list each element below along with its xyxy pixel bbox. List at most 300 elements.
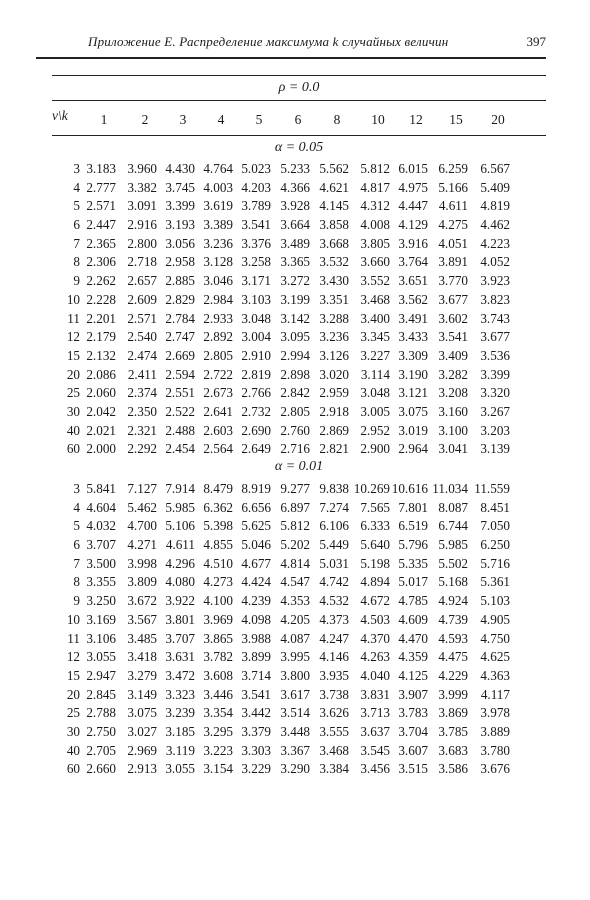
row-nu-label: 12: [66, 649, 80, 665]
table-cell: 4.611: [165, 537, 195, 553]
table-cell: 3.707: [86, 537, 116, 553]
table-row: [56, 555, 546, 574]
table-cell: 5.198: [360, 555, 390, 571]
table-cell: 11.559: [474, 481, 510, 496]
table-cell: 5.106: [165, 518, 195, 534]
table-cell: 3.683: [438, 742, 468, 758]
table-cell: 2.228: [86, 291, 116, 307]
table-cell: 3.664: [280, 217, 310, 233]
table-cell: 3.048: [241, 310, 271, 326]
table-cell: 4.271: [127, 537, 157, 553]
table-cell: 4.470: [398, 630, 428, 646]
table-cell: 4.475: [438, 649, 468, 665]
table-cell: 3.617: [280, 686, 310, 702]
table-cell: 6.744: [438, 518, 468, 534]
table-cell: 3.203: [480, 422, 510, 438]
table-row: [56, 440, 546, 459]
table-top-rule: [52, 75, 546, 76]
column-header-k: 1: [100, 112, 108, 127]
table-cell: 3.095: [280, 329, 310, 345]
table-cell: 3.091: [127, 198, 157, 214]
table-cell: 4.462: [480, 217, 510, 233]
table-cell: 3.126: [319, 347, 349, 363]
table-cell: 5.985: [165, 499, 195, 515]
table-cell: 5.233: [280, 161, 310, 176]
table-cell: 2.916: [127, 217, 157, 233]
table-cell: 3.185: [165, 723, 195, 739]
table-cell: 2.564: [203, 441, 233, 457]
row-nu-label: 10: [66, 291, 80, 307]
table-row: [56, 517, 546, 536]
table-cell: 3.400: [360, 310, 390, 326]
table-cell: 2.722: [203, 366, 233, 382]
table-cell: 2.649: [241, 441, 271, 457]
column-header-row: [52, 108, 546, 130]
table-cell: 7.565: [360, 499, 390, 515]
table-cell: 2.201: [86, 310, 116, 326]
table-cell: 3.303: [241, 742, 271, 758]
row-nu-label: 40: [66, 742, 80, 758]
column-header-k: 3: [179, 112, 187, 127]
table-cell: 4.205: [280, 611, 310, 627]
table-cell: 4.008: [360, 217, 390, 233]
column-header-k: 15: [449, 112, 463, 127]
table-cell: 2.350: [127, 403, 157, 419]
table-cell: 3.789: [241, 198, 271, 214]
table-cell: 3.399: [165, 198, 195, 214]
table-cell: 3.020: [319, 366, 349, 382]
table-cell: 3.988: [241, 630, 271, 646]
table-cell: 3.619: [203, 198, 233, 214]
table-cell: 2.673: [203, 385, 233, 401]
table-cell: 4.924: [438, 593, 468, 609]
table-cell: 3.236: [319, 329, 349, 345]
row-nu-label: 4: [73, 499, 80, 515]
table-cell: 4.366: [280, 179, 310, 195]
table-cell: 3.676: [480, 761, 510, 777]
table-cell: 3.472: [165, 667, 195, 683]
table-cell: 3.272: [280, 273, 310, 289]
table-cell: 2.540: [127, 329, 157, 345]
table-cell: 2.900: [360, 441, 390, 457]
table-cell: 3.154: [203, 761, 233, 777]
row-nu-label: 6: [73, 217, 80, 233]
table-cell: 2.910: [241, 347, 271, 363]
table-cell: 3.384: [319, 761, 349, 777]
table-cell: 4.604: [86, 499, 116, 515]
table-cell: 3.707: [165, 630, 195, 646]
table-cell: 3.536: [480, 347, 510, 363]
table-cell: 7.050: [480, 518, 510, 534]
table-cell: 4.700: [127, 518, 157, 534]
row-nu-label: 60: [66, 761, 80, 777]
table-cell: 3.367: [280, 742, 310, 758]
table-cell: 3.056: [165, 235, 195, 251]
table-cell: 5.168: [438, 574, 468, 590]
table-cell: 3.229: [241, 761, 271, 777]
row-nu-label: 5: [73, 198, 80, 214]
table-cell: 3.258: [241, 254, 271, 270]
table-cell: 2.641: [203, 403, 233, 419]
table-cell: 2.892: [203, 329, 233, 345]
table-cell: 4.275: [438, 217, 468, 233]
table-cell: 4.125: [398, 667, 428, 683]
table-cell: 4.975: [398, 179, 428, 195]
table-cell: 4.040: [360, 667, 390, 683]
table-cell: 3.485: [127, 630, 157, 646]
table-cell: 3.379: [241, 723, 271, 739]
table-cell: 3.142: [280, 310, 310, 326]
table-cell: 4.547: [280, 574, 310, 590]
table-cell: 5.017: [398, 574, 428, 590]
table-cell: 4.146: [319, 649, 349, 665]
column-header-k: 6: [294, 112, 302, 127]
table-cell: 4.814: [280, 555, 310, 571]
table-cell: 3.801: [165, 611, 195, 627]
row-nu-label: 12: [66, 329, 80, 345]
table-cell: 10.269: [353, 481, 390, 496]
row-nu-label: 11: [67, 310, 80, 326]
table-cell: 2.732: [241, 403, 271, 419]
table-cell: 2.958: [165, 254, 195, 270]
table-cell: 3.128: [203, 254, 233, 270]
table-cell: 2.594: [165, 366, 195, 382]
table-cell: 2.952: [360, 422, 390, 438]
row-nu-label: 5: [73, 518, 80, 534]
table-cell: 2.447: [86, 217, 116, 233]
table-cell: 4.032: [86, 518, 116, 534]
table-cell: 2.819: [241, 366, 271, 382]
table-cell: 3.928: [280, 198, 310, 214]
table-cell: 2.918: [319, 403, 349, 419]
row-nu-label: 4: [73, 179, 80, 195]
table-cell: 3.869: [438, 705, 468, 721]
table-cell: 3.907: [398, 686, 428, 702]
table-cell: 3.355: [86, 574, 116, 590]
table-block-alpha-001: [56, 480, 546, 779]
table-cell: 3.208: [438, 385, 468, 401]
table-cell: 3.456: [360, 761, 390, 777]
row-nu-label: 11: [67, 630, 80, 646]
row-nu-label: 30: [66, 403, 80, 419]
column-header-k: 2: [141, 112, 149, 127]
row-nu-label: 25: [66, 705, 80, 721]
table-cell: 3.320: [480, 385, 510, 401]
table-cell: 3.351: [319, 291, 349, 307]
table-cell: 2.869: [319, 422, 349, 438]
table-row: [56, 310, 546, 329]
table-cell: 3.106: [86, 630, 116, 646]
table-cell: 3.677: [438, 291, 468, 307]
row-nu-label: 9: [73, 593, 80, 609]
table-cell: 5.166: [438, 179, 468, 195]
table-row: [56, 366, 546, 385]
table-cell: 4.609: [398, 611, 428, 627]
table-row: [56, 480, 546, 499]
table-cell: 5.796: [398, 537, 428, 553]
table-row: [56, 328, 546, 347]
table-cell: 3.809: [127, 574, 157, 590]
row-nu-label: 30: [66, 723, 80, 739]
table-cell: 6.250: [480, 537, 510, 553]
table-cell: 4.764: [203, 161, 233, 176]
table-cell: 4.817: [360, 179, 390, 195]
table-cell: 2.750: [86, 723, 116, 739]
table-cell: 3.290: [280, 761, 310, 777]
table-cell: 5.502: [438, 555, 468, 571]
table-cell: 3.119: [165, 742, 195, 758]
table-cell: 2.788: [86, 705, 116, 721]
table-cell: 3.004: [241, 329, 271, 345]
table-cell: 5.031: [319, 555, 349, 571]
table-cell: 3.677: [480, 329, 510, 345]
table-cell: 5.046: [241, 537, 271, 553]
table-row: [56, 347, 546, 366]
table-cell: 3.805: [360, 235, 390, 251]
table-cell: 4.263: [360, 649, 390, 665]
table-row: [56, 536, 546, 555]
row-nu-label: 20: [66, 686, 80, 702]
table-cell: 2.947: [86, 667, 116, 683]
table-cell: 6.656: [241, 499, 271, 515]
table-cell: 3.651: [398, 273, 428, 289]
table-cell: 3.713: [360, 705, 390, 721]
table-cell: 2.821: [319, 441, 349, 457]
table-cell: 8.087: [438, 499, 468, 515]
table-cell: 3.489: [280, 235, 310, 251]
table-cell: 6.106: [319, 518, 349, 534]
table-cell: 5.335: [398, 555, 428, 571]
table-cell: 4.742: [319, 574, 349, 590]
table-cell: 4.052: [480, 254, 510, 270]
table-cell: 2.306: [86, 254, 116, 270]
table-cell: 3.160: [438, 403, 468, 419]
table-cell: 2.969: [127, 742, 157, 758]
table-cell: 3.190: [398, 366, 428, 382]
table-row: [56, 403, 546, 422]
table-cell: 3.935: [319, 667, 349, 683]
table-cell: 3.171: [241, 273, 271, 289]
table-cell: 2.411: [127, 366, 157, 382]
table-cell: 4.100: [203, 593, 233, 609]
table-block-alpha-005: [56, 160, 546, 459]
table-cell: 6.259: [438, 161, 468, 176]
table-cell: 3.389: [203, 217, 233, 233]
table-cell: 4.677: [241, 555, 271, 571]
table-cell: 4.129: [398, 217, 428, 233]
table-cell: 4.223: [480, 235, 510, 251]
table-cell: 3.267: [480, 403, 510, 419]
table-cell: 3.288: [319, 310, 349, 326]
row-nu-label: 3: [73, 161, 80, 176]
header-rule: [36, 57, 546, 59]
row-nu-label: 10: [66, 611, 80, 627]
table-cell: 3.345: [360, 329, 390, 345]
table-row: [56, 704, 546, 723]
table-cell: 2.042: [86, 403, 116, 419]
table-row: [56, 272, 546, 291]
alpha-label-005: α = 0.05: [274, 140, 324, 155]
table-cell: 4.424: [241, 574, 271, 590]
table-cell: 5.625: [241, 518, 271, 534]
table-cell: 3.899: [241, 649, 271, 665]
table-cell: 3.019: [398, 422, 428, 438]
table-cell: 3.764: [398, 254, 428, 270]
row-nu-label: 40: [66, 422, 80, 438]
table-cell: 3.745: [165, 179, 195, 195]
table-cell: 3.704: [398, 723, 428, 739]
table-row: [56, 235, 546, 254]
row-nu-label: 8: [73, 254, 80, 270]
table-cell: 3.005: [360, 403, 390, 419]
table-cell: 2.365: [86, 235, 116, 251]
table-cell: 2.571: [86, 198, 116, 214]
table-cell: 3.199: [280, 291, 310, 307]
table-cell: 3.468: [319, 742, 349, 758]
table-cell: 3.783: [398, 705, 428, 721]
table-cell: 4.003: [203, 179, 233, 195]
table-cell: 2.086: [86, 366, 116, 382]
table-cell: 6.362: [203, 499, 233, 515]
table-cell: 3.637: [360, 723, 390, 739]
page-header: [36, 34, 546, 54]
table-row: [56, 592, 546, 611]
table-cell: 3.858: [319, 217, 349, 233]
table-cell: 3.668: [319, 235, 349, 251]
table-cell: 7.274: [319, 499, 349, 515]
table-cell: 3.672: [127, 593, 157, 609]
table-cell: 5.103: [480, 593, 510, 609]
table-cell: 3.500: [86, 555, 116, 571]
table-cell: 5.812: [360, 161, 390, 176]
table-row: [56, 179, 546, 198]
table-cell: 2.374: [127, 385, 157, 401]
table-cell: 4.672: [360, 593, 390, 609]
row-nu-label: 8: [73, 574, 80, 590]
table-row: [56, 291, 546, 310]
table-cell: 2.021: [86, 422, 116, 438]
column-header-k: 4: [217, 112, 225, 127]
table-cell: 3.631: [165, 649, 195, 665]
table-row: [56, 760, 546, 779]
table-row: [56, 611, 546, 630]
table-cell: 3.608: [203, 667, 233, 683]
table-cell: 4.819: [480, 198, 510, 214]
row-nu-label: 20: [66, 366, 80, 382]
table-cell: 4.785: [398, 593, 428, 609]
table-cell: 5.985: [438, 537, 468, 553]
table-cell: 5.812: [280, 518, 310, 534]
table-cell: 4.503: [360, 611, 390, 627]
table-cell: 2.898: [280, 366, 310, 382]
table-cell: 2.669: [165, 347, 195, 363]
table-cell: 3.541: [241, 217, 271, 233]
table-cell: 2.964: [398, 441, 428, 457]
table-cell: 5.640: [360, 537, 390, 553]
table-row: [56, 216, 546, 235]
table-cell: 3.183: [86, 161, 116, 176]
table-cell: 6.333: [360, 518, 390, 534]
table-row: [56, 630, 546, 649]
table-cell: 3.555: [319, 723, 349, 739]
table-cell: 5.841: [86, 481, 116, 496]
table-cell: 2.660: [86, 761, 116, 777]
table-cell: 3.382: [127, 179, 157, 195]
table-cell: 4.117: [480, 686, 510, 702]
table-cell: 5.361: [480, 574, 510, 590]
row-nu-label: 15: [66, 667, 80, 683]
column-header-k: 20: [491, 112, 505, 127]
table-cell: 5.716: [480, 555, 510, 571]
table-cell: 2.766: [241, 385, 271, 401]
table-row: [56, 160, 546, 179]
table-cell: 5.409: [480, 179, 510, 195]
table-cell: 3.995: [280, 649, 310, 665]
table-cell: 5.449: [319, 537, 349, 553]
table-cell: 3.100: [438, 422, 468, 438]
table-cell: 4.447: [398, 198, 428, 214]
table-cell: 3.309: [398, 347, 428, 363]
table-cell: 3.586: [438, 761, 468, 777]
table-cell: 3.515: [398, 761, 428, 777]
table-cell: 2.994: [280, 347, 310, 363]
table-cell: 4.080: [165, 574, 195, 590]
table-cell: 3.048: [360, 385, 390, 401]
table-cell: 3.969: [203, 611, 233, 627]
table-cell: 2.829: [165, 291, 195, 307]
table-cell: 2.760: [280, 422, 310, 438]
table-cell: 8.479: [203, 481, 233, 496]
table-cell: 3.889: [480, 723, 510, 739]
table-cell: 4.750: [480, 630, 510, 646]
table-cell: 2.718: [127, 254, 157, 270]
table-row: [56, 384, 546, 403]
table-cell: 2.571: [127, 310, 157, 326]
table-cell: 2.885: [165, 273, 195, 289]
table-cell: 3.607: [398, 742, 428, 758]
table-cell: 4.373: [319, 611, 349, 627]
table-cell: 2.603: [203, 422, 233, 438]
table-cell: 6.015: [398, 161, 428, 176]
table-cell: 3.193: [165, 217, 195, 233]
table-cell: 2.454: [165, 441, 195, 457]
table-cell: 3.409: [438, 347, 468, 363]
table-cell: 2.132: [86, 347, 116, 363]
table-cell: 3.418: [127, 649, 157, 665]
table-cell: 11.034: [432, 481, 468, 496]
table-row: [56, 197, 546, 216]
table-cell: 3.567: [127, 611, 157, 627]
table-cell: 4.353: [280, 593, 310, 609]
table-cell: 4.532: [319, 593, 349, 609]
table-cell: 3.514: [280, 705, 310, 721]
table-cell: 3.780: [480, 742, 510, 758]
row-nu-label: 60: [66, 441, 80, 457]
table-cell: 2.933: [203, 310, 233, 326]
table-cell: 10.616: [391, 481, 428, 496]
table-cell: 2.292: [127, 441, 157, 457]
table-cell: 2.690: [241, 422, 271, 438]
table-cell: 3.114: [360, 366, 390, 382]
table-cell: 2.262: [86, 273, 116, 289]
table-cell: 3.714: [241, 667, 271, 683]
table-cell: 3.891: [438, 254, 468, 270]
table-cell: 3.541: [241, 686, 271, 702]
table-cell: 2.913: [127, 761, 157, 777]
table-cell: 3.978: [480, 705, 510, 721]
row-nu-label: 6: [73, 537, 80, 553]
table-row: [56, 573, 546, 592]
